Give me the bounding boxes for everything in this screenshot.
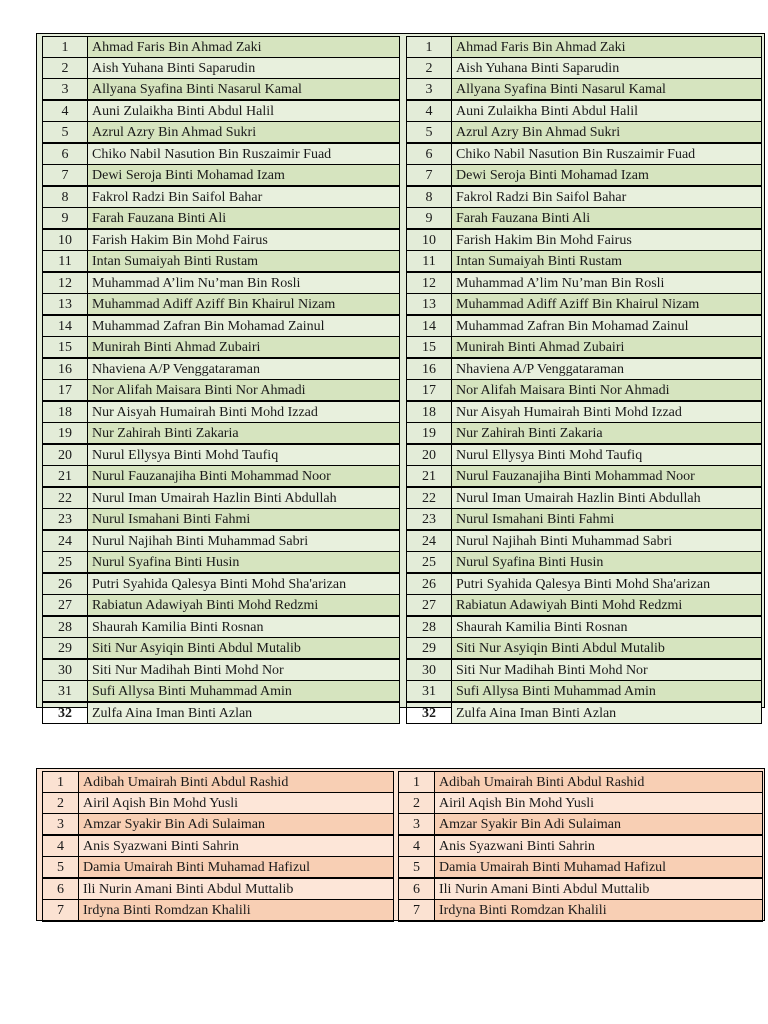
row-number: 13 xyxy=(407,294,452,316)
list-row xyxy=(43,100,400,122)
row-number: 22 xyxy=(407,487,452,509)
row-number: 25 xyxy=(407,552,452,574)
row-number: 32 xyxy=(43,702,88,724)
student-name: Nurul Fauzanajiha Binti Mohammad Noor xyxy=(452,466,762,488)
row-number: 10 xyxy=(407,229,452,251)
list-row xyxy=(407,659,762,681)
row-number: 12 xyxy=(407,272,452,294)
list-row xyxy=(407,272,762,294)
list-row xyxy=(407,143,762,165)
student-name: Shaurah Kamilia Binti Rosnan xyxy=(88,616,400,638)
list-row xyxy=(407,358,762,380)
list-row xyxy=(407,638,762,660)
row-number: 16 xyxy=(407,358,452,380)
list-row xyxy=(399,878,763,900)
row-number: 17 xyxy=(407,380,452,402)
student-name: Airil Aqish Bin Mohd Yusli xyxy=(435,793,763,814)
row-number: 28 xyxy=(407,616,452,638)
orange-list-left-table xyxy=(42,771,394,922)
row-number: 14 xyxy=(407,315,452,337)
list-row xyxy=(43,272,400,294)
student-name: Muhammad A’lim Nu’man Bin Rosli xyxy=(88,272,400,294)
student-name: Chiko Nabil Nasution Bin Ruszaimir Fuad xyxy=(88,143,400,165)
row-number: 31 xyxy=(43,681,88,703)
list-row xyxy=(43,772,394,793)
student-name: Muhammad A’lim Nu’man Bin Rosli xyxy=(452,272,762,294)
row-number: 6 xyxy=(43,143,88,165)
list-row xyxy=(407,186,762,208)
list-row xyxy=(407,58,762,79)
student-name: Rabiatun Adawiyah Binti Mohd Redzmi xyxy=(88,595,400,617)
student-name: Azrul Azry Bin Ahmad Sukri xyxy=(88,122,400,144)
student-name: Putri Syahida Qalesya Binti Mohd Sha'arizan xyxy=(452,573,762,595)
row-number: 2 xyxy=(43,58,88,79)
list-row xyxy=(43,878,394,900)
list-row xyxy=(43,208,400,230)
student-name: Nur Aisyah Humairah Binti Mohd Izzad xyxy=(452,401,762,423)
student-name: Farah Fauzana Binti Ali xyxy=(88,208,400,230)
student-name: Anis Syazwani Binti Sahrin xyxy=(435,835,763,857)
list-row xyxy=(43,573,400,595)
row-number: 23 xyxy=(43,509,88,531)
row-number: 6 xyxy=(407,143,452,165)
student-name: Siti Nur Madihah Binti Mohd Nor xyxy=(452,659,762,681)
row-number: 24 xyxy=(43,530,88,552)
student-name: Zulfa Aina Iman Binti Azlan xyxy=(88,702,400,724)
list-row xyxy=(43,165,400,187)
list-row xyxy=(43,444,400,466)
list-row xyxy=(43,79,400,101)
student-name: Intan Sumaiyah Binti Rustam xyxy=(452,251,762,273)
student-name: Amzar Syakir Bin Adi Sulaiman xyxy=(435,814,763,836)
student-name: Nurul Ellysya Binti Mohd Taufiq xyxy=(88,444,400,466)
list-row xyxy=(407,681,762,703)
list-row xyxy=(43,835,394,857)
student-name: Airil Aqish Bin Mohd Yusli xyxy=(79,793,394,814)
row-number: 5 xyxy=(43,122,88,144)
student-name: Nurul Syafina Binti Husin xyxy=(452,552,762,574)
row-number: 27 xyxy=(407,595,452,617)
list-row xyxy=(43,509,400,531)
row-number: 5 xyxy=(399,857,435,879)
row-number: 30 xyxy=(407,659,452,681)
list-row xyxy=(407,552,762,574)
row-number: 17 xyxy=(43,380,88,402)
list-row xyxy=(43,423,400,445)
list-row xyxy=(43,358,400,380)
orange-list-right-table xyxy=(398,771,763,922)
student-name: Allyana Syafina Binti Nasarul Kamal xyxy=(452,79,762,101)
list-row xyxy=(43,659,400,681)
student-name: Muhammad Adiff Aziff Bin Khairul Nizam xyxy=(452,294,762,316)
row-number: 6 xyxy=(43,878,79,900)
list-row xyxy=(43,900,394,922)
student-name: Auni Zulaikha Binti Abdul Halil xyxy=(452,100,762,122)
row-number: 8 xyxy=(407,186,452,208)
list-row xyxy=(407,423,762,445)
green-list-right-table xyxy=(406,36,762,724)
list-row xyxy=(43,337,400,359)
row-number: 4 xyxy=(407,100,452,122)
student-name: Irdyna Binti Romdzan Khalili xyxy=(435,900,763,922)
list-row xyxy=(43,401,400,423)
student-name: Aish Yuhana Binti Saparudin xyxy=(452,58,762,79)
list-row xyxy=(43,857,394,879)
list-row xyxy=(43,315,400,337)
row-number: 13 xyxy=(43,294,88,316)
list-row xyxy=(43,638,400,660)
student-name: Muhammad Zafran Bin Mohamad Zainul xyxy=(88,315,400,337)
student-name: Nor Alifah Maisara Binti Nor Ahmadi xyxy=(452,380,762,402)
list-row xyxy=(407,487,762,509)
row-number: 25 xyxy=(43,552,88,574)
student-name: Irdyna Binti Romdzan Khalili xyxy=(79,900,394,922)
student-name: Auni Zulaikha Binti Abdul Halil xyxy=(88,100,400,122)
row-number: 29 xyxy=(43,638,88,660)
list-row xyxy=(43,37,400,58)
student-name: Nur Aisyah Humairah Binti Mohd Izzad xyxy=(88,401,400,423)
list-row xyxy=(407,208,762,230)
list-row xyxy=(43,530,400,552)
list-row xyxy=(43,552,400,574)
student-name: Putri Syahida Qalesya Binti Mohd Sha'arizan xyxy=(88,573,400,595)
list-row xyxy=(43,122,400,144)
list-row xyxy=(407,122,762,144)
student-name: Azrul Azry Bin Ahmad Sukri xyxy=(452,122,762,144)
row-number: 21 xyxy=(43,466,88,488)
green-list-left-table xyxy=(42,36,400,724)
row-number: 18 xyxy=(43,401,88,423)
row-number: 18 xyxy=(407,401,452,423)
student-name: Ili Nurin Amani Binti Abdul Muttalib xyxy=(435,878,763,900)
row-number: 29 xyxy=(407,638,452,660)
student-name: Nurul Iman Umairah Hazlin Binti Abdullah xyxy=(88,487,400,509)
list-row xyxy=(43,58,400,79)
list-row xyxy=(407,100,762,122)
row-number: 2 xyxy=(407,58,452,79)
row-number: 1 xyxy=(43,772,79,793)
student-name: Intan Sumaiyah Binti Rustam xyxy=(88,251,400,273)
row-number: 7 xyxy=(399,900,435,922)
row-number: 20 xyxy=(407,444,452,466)
list-row xyxy=(43,793,394,814)
row-number: 19 xyxy=(43,423,88,445)
list-row xyxy=(407,294,762,316)
row-number: 11 xyxy=(43,251,88,273)
row-number: 11 xyxy=(407,251,452,273)
row-number: 2 xyxy=(399,793,435,814)
student-name: Allyana Syafina Binti Nasarul Kamal xyxy=(88,79,400,101)
student-name: Dewi Seroja Binti Mohamad Izam xyxy=(88,165,400,187)
row-number: 9 xyxy=(43,208,88,230)
list-row xyxy=(43,143,400,165)
list-row xyxy=(43,681,400,703)
row-number: 3 xyxy=(43,814,79,836)
row-number: 21 xyxy=(407,466,452,488)
student-name: Nurul Ismahani Binti Fahmi xyxy=(88,509,400,531)
list-row xyxy=(407,315,762,337)
row-number: 12 xyxy=(43,272,88,294)
list-row xyxy=(407,79,762,101)
row-number: 19 xyxy=(407,423,452,445)
list-row xyxy=(407,616,762,638)
list-row xyxy=(407,380,762,402)
student-name: Chiko Nabil Nasution Bin Ruszaimir Fuad xyxy=(452,143,762,165)
list-row xyxy=(407,466,762,488)
row-number: 30 xyxy=(43,659,88,681)
row-number: 1 xyxy=(43,37,88,58)
row-number: 1 xyxy=(399,772,435,793)
row-number: 3 xyxy=(399,814,435,836)
student-name: Farah Fauzana Binti Ali xyxy=(452,208,762,230)
list-row xyxy=(43,380,400,402)
list-row xyxy=(43,616,400,638)
list-row xyxy=(399,857,763,879)
student-name: Fakrol Radzi Bin Saifol Bahar xyxy=(88,186,400,208)
list-row xyxy=(43,702,400,724)
student-name: Farish Hakim Bin Mohd Fairus xyxy=(452,229,762,251)
list-row xyxy=(407,337,762,359)
student-name: Nurul Najihah Binti Muhammad Sabri xyxy=(88,530,400,552)
row-number: 4 xyxy=(43,835,79,857)
row-number: 28 xyxy=(43,616,88,638)
row-number: 5 xyxy=(43,857,79,879)
row-number: 2 xyxy=(43,793,79,814)
student-name: Adibah Umairah Binti Abdul Rashid xyxy=(435,772,763,793)
student-name: Damia Umairah Binti Muhamad Hafizul xyxy=(435,857,763,879)
student-name: Nhaviena A/P Venggataraman xyxy=(88,358,400,380)
row-number: 4 xyxy=(43,100,88,122)
list-row xyxy=(407,595,762,617)
list-row xyxy=(43,229,400,251)
row-number: 23 xyxy=(407,509,452,531)
list-row xyxy=(399,835,763,857)
student-name: Nur Zahirah Binti Zakaria xyxy=(88,423,400,445)
student-name: Munirah Binti Ahmad Zubairi xyxy=(88,337,400,359)
list-row xyxy=(43,294,400,316)
student-name: Farish Hakim Bin Mohd Fairus xyxy=(88,229,400,251)
student-name: Siti Nur Asyiqin Binti Abdul Mutalib xyxy=(452,638,762,660)
row-number: 9 xyxy=(407,208,452,230)
student-name: Ahmad Faris Bin Ahmad Zaki xyxy=(452,37,762,58)
student-name: Nhaviena A/P Venggataraman xyxy=(452,358,762,380)
row-number: 16 xyxy=(43,358,88,380)
list-row xyxy=(407,530,762,552)
row-number: 3 xyxy=(43,79,88,101)
student-name: Amzar Syakir Bin Adi Sulaiman xyxy=(79,814,394,836)
row-number: 7 xyxy=(43,900,79,922)
student-name: Shaurah Kamilia Binti Rosnan xyxy=(452,616,762,638)
student-name: Muhammad Zafran Bin Mohamad Zainul xyxy=(452,315,762,337)
student-name: Siti Nur Madihah Binti Mohd Nor xyxy=(88,659,400,681)
list-row xyxy=(399,814,763,836)
student-name: Munirah Binti Ahmad Zubairi xyxy=(452,337,762,359)
list-row xyxy=(407,401,762,423)
student-name: Nurul Najihah Binti Muhammad Sabri xyxy=(452,530,762,552)
row-number: 10 xyxy=(43,229,88,251)
list-row xyxy=(43,466,400,488)
student-name: Sufi Allysa Binti Muhammad Amin xyxy=(452,681,762,703)
list-row xyxy=(399,793,763,814)
list-row xyxy=(407,702,762,724)
list-row xyxy=(399,772,763,793)
row-number: 8 xyxy=(43,186,88,208)
list-row xyxy=(407,251,762,273)
row-number: 20 xyxy=(43,444,88,466)
row-number: 7 xyxy=(407,165,452,187)
row-number: 5 xyxy=(407,122,452,144)
row-number: 24 xyxy=(407,530,452,552)
student-name: Siti Nur Asyiqin Binti Abdul Mutalib xyxy=(88,638,400,660)
row-number: 32 xyxy=(407,702,452,724)
student-name: Ili Nurin Amani Binti Abdul Muttalib xyxy=(79,878,394,900)
list-row xyxy=(43,251,400,273)
row-number: 26 xyxy=(43,573,88,595)
row-number: 6 xyxy=(399,878,435,900)
list-row xyxy=(43,487,400,509)
list-row xyxy=(407,509,762,531)
row-number: 15 xyxy=(407,337,452,359)
student-name: Nurul Syafina Binti Husin xyxy=(88,552,400,574)
student-name: Rabiatun Adawiyah Binti Mohd Redzmi xyxy=(452,595,762,617)
student-name: Fakrol Radzi Bin Saifol Bahar xyxy=(452,186,762,208)
student-name: Nurul Iman Umairah Hazlin Binti Abdullah xyxy=(452,487,762,509)
student-name: Damia Umairah Binti Muhamad Hafizul xyxy=(79,857,394,879)
row-number: 3 xyxy=(407,79,452,101)
list-row xyxy=(399,900,763,922)
row-number: 27 xyxy=(43,595,88,617)
student-name: Aish Yuhana Binti Saparudin xyxy=(88,58,400,79)
row-number: 15 xyxy=(43,337,88,359)
list-row xyxy=(407,444,762,466)
student-name: Dewi Seroja Binti Mohamad Izam xyxy=(452,165,762,187)
row-number: 4 xyxy=(399,835,435,857)
list-row xyxy=(407,229,762,251)
student-name: Nurul Ellysya Binti Mohd Taufiq xyxy=(452,444,762,466)
row-number: 1 xyxy=(407,37,452,58)
student-name: Nurul Fauzanajiha Binti Mohammad Noor xyxy=(88,466,400,488)
list-row xyxy=(407,573,762,595)
list-row xyxy=(407,165,762,187)
student-name: Anis Syazwani Binti Sahrin xyxy=(79,835,394,857)
list-row xyxy=(407,37,762,58)
student-name: Nur Zahirah Binti Zakaria xyxy=(452,423,762,445)
row-number: 7 xyxy=(43,165,88,187)
student-name: Nor Alifah Maisara Binti Nor Ahmadi xyxy=(88,380,400,402)
row-number: 14 xyxy=(43,315,88,337)
row-number: 31 xyxy=(407,681,452,703)
row-number: 26 xyxy=(407,573,452,595)
student-name: Sufi Allysa Binti Muhammad Amin xyxy=(88,681,400,703)
student-name: Adibah Umairah Binti Abdul Rashid xyxy=(79,772,394,793)
list-row xyxy=(43,814,394,836)
student-name: Ahmad Faris Bin Ahmad Zaki xyxy=(88,37,400,58)
row-number: 22 xyxy=(43,487,88,509)
list-row xyxy=(43,595,400,617)
list-row xyxy=(43,186,400,208)
student-name: Nurul Ismahani Binti Fahmi xyxy=(452,509,762,531)
student-name: Muhammad Adiff Aziff Bin Khairul Nizam xyxy=(88,294,400,316)
student-name: Zulfa Aina Iman Binti Azlan xyxy=(452,702,762,724)
